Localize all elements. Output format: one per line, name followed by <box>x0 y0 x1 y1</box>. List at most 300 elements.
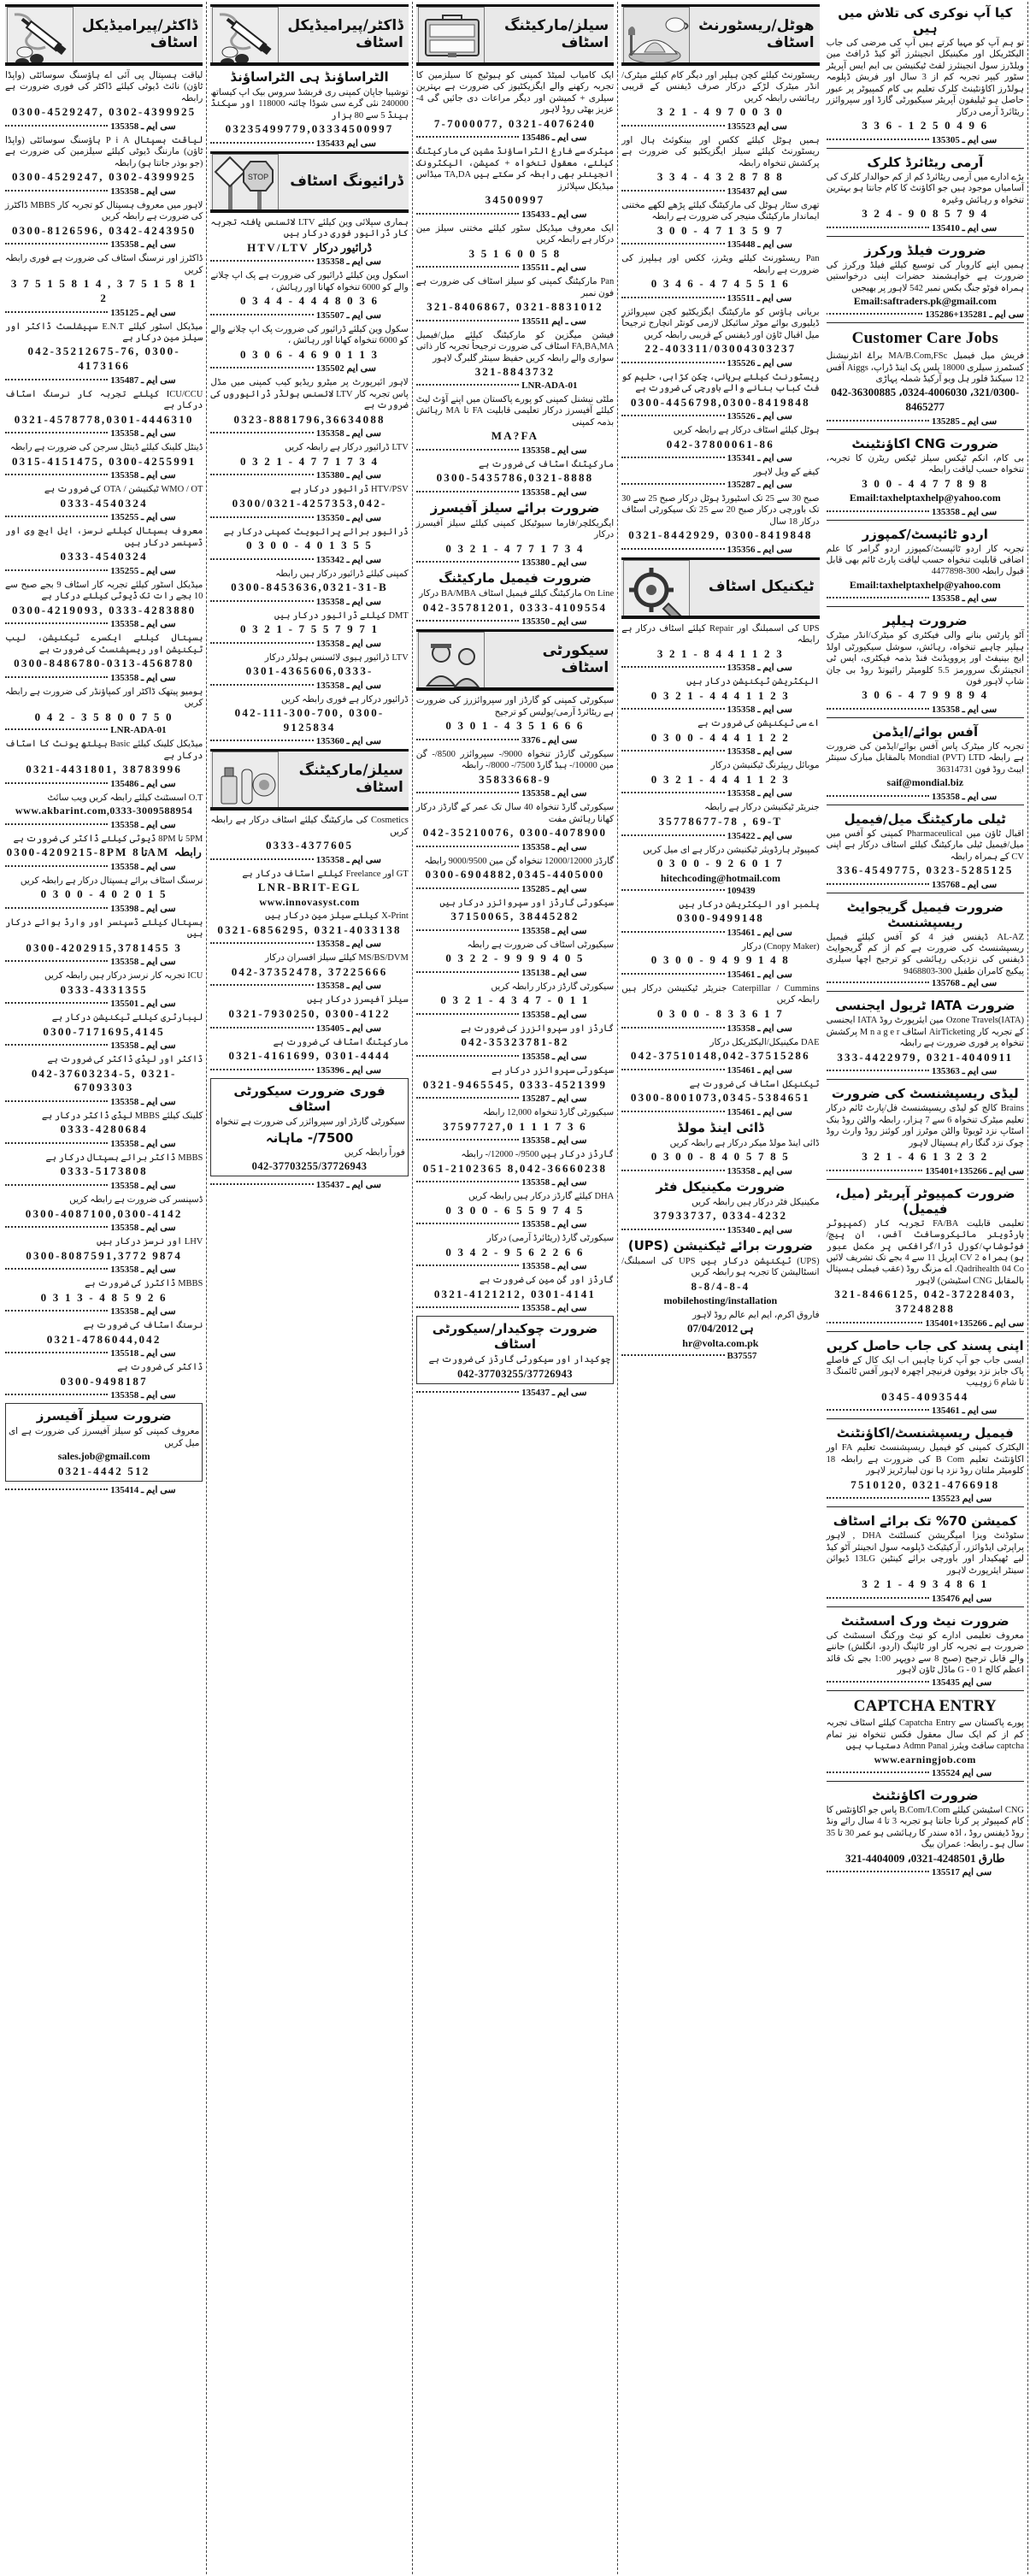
dotted-rule <box>210 432 313 433</box>
ad-reference-code <box>621 746 819 757</box>
ad-phone-number[interactable]: 0 3 2 1 - 4 7 7 1 7 3 4 <box>239 454 380 468</box>
ad-phone-number[interactable]: 321-8843732 <box>474 365 556 379</box>
ad-item <box>827 1422 1024 1492</box>
ad-reference-code <box>5 1040 203 1051</box>
column-jobs-general <box>823 2 1028 2574</box>
ad-item <box>5 388 203 427</box>
ad-phone-number[interactable]: 3 0 6 - 4 7 9 9 8 9 4 <box>862 688 989 702</box>
ad-reference-text: سی ایم ـ 135358 <box>931 593 998 604</box>
ad-reference-code <box>210 427 408 439</box>
ad-phone-number[interactable]: HTV/LTV ڈرائیور درکار <box>247 240 373 254</box>
ad-body-text: سیکورٹی گارڈز اور سپروائزر کی ضرورت ہے تنخواہ <box>215 1117 405 1127</box>
ad-phone-number[interactable]: 0300-4209215-8PM تا 8AM رابطہ <box>6 845 202 858</box>
ad-phone-number[interactable]: 0300-6904882,0345-4405000 <box>425 868 605 881</box>
ad-salary-amount: 7500/- ماہانہ <box>265 1130 354 1147</box>
ad-reference-code <box>5 121 203 132</box>
ad-reference-code <box>621 452 819 463</box>
ad-reference-text: سی ایم ـ 135410 <box>931 222 998 233</box>
ad-body-text: سٹوڈنٹ ویزا امیگریشن کنسلٹنٹ DHA , لاہور پراپرٹی ایڈوائزر، آرکیٹیکٹ ڈپلومہ سول انجینئر آٹو کیڈ لیے ٹھیکیدار اور باورچی برائے کینٹین 13LG ڈیوائن سینٹر ایئرپورٹ لاہور <box>826 1531 1024 1576</box>
ad-phone-number[interactable]: 0333-4377605 <box>265 839 354 852</box>
ad-reference-text: سی ایم ـ 135358 <box>315 981 381 992</box>
ad-phone-number[interactable]: 37597727,0 1 1 1 7 3 6 <box>443 1119 587 1133</box>
ad-divider <box>827 1506 1024 1507</box>
dotted-rule <box>621 297 724 298</box>
ad-body-text: اقبال ٹاؤن میں Pharmaceulical کمپنی کو آفس میں میل/فیمیل ٹیلی مارکیٹنگ کیلئے اسٹاف درکار ہے اپنی CV کے ہمراہ رابطہ <box>826 828 1024 862</box>
ad-phone-number[interactable]: 0 3 4 2 - 9 5 6 2 2 6 6 <box>445 1245 585 1259</box>
ad-phone-number[interactable]: 3 2 1 - 4 9 7 0 0 3 0 <box>656 105 784 119</box>
ad-body-text: O.T اسسٹنٹ کیلئے رابطہ کریں ویب سائٹ <box>47 793 203 803</box>
ad-phone-number[interactable]: 042-36300885 ،0324-4006030 ،321/0300-8465277 <box>831 386 1020 414</box>
ad-reference-text: سی ایم ـ 135358 <box>315 596 381 607</box>
ad-reference-text: سی ایم ـ 135358 <box>315 854 381 865</box>
ad-body-text: GT اور Freelance کیلئے اسٹاف درکار ہے <box>242 869 409 879</box>
ad-item <box>210 441 408 469</box>
ad-body-text: DAE مکینیکل/الیکٹریکل درکار <box>709 1037 820 1047</box>
ad-phone-number[interactable]: 3 2 4 - 9 0 8 5 7 9 4 <box>862 207 989 220</box>
ad-phone-number[interactable]: 0321-4442 512 <box>57 1464 150 1477</box>
ad-body-text: گارڈز اور گن مین کی ضرورت ہے <box>479 1276 615 1286</box>
dotted-rule <box>5 1044 108 1046</box>
ad-item <box>210 376 408 427</box>
ad-reference-text: سی ایم ـ 135358 <box>110 1181 176 1192</box>
ad-phone-number[interactable]: 0300-4529247, 0302-4399925 <box>11 105 197 119</box>
ad-reference-code <box>5 307 203 318</box>
ad-phone-number[interactable]: 0321-6856295, 0321-4033138 <box>217 923 402 936</box>
ad-item <box>416 275 614 315</box>
ad-phone-number[interactable]: 0321-4786044,042 <box>46 1332 162 1346</box>
ad-phone-number[interactable]: 042-37703255/37726943 <box>457 1367 573 1380</box>
ad-reference-text: سی ایم ـ 135358 <box>110 861 176 872</box>
dotted-rule <box>827 420 929 421</box>
ad-subheading: اپنی پسند کی جاب حاصل کریں <box>826 1337 1024 1353</box>
ad-phone-number[interactable]: 3 5 1 6 0 0 5 8 <box>468 246 562 260</box>
ad-email-address[interactable]: hitechcoding@hotmail.com <box>660 871 780 884</box>
ad-reference-text: سی ایم 135517 <box>931 1867 992 1878</box>
ad-body-text: مکینیکل فٹر درکار ہیں رابطہ کریں <box>692 1197 820 1207</box>
ad-phone-number[interactable]: 321-8466125, 042-37228403, 37248288 <box>834 1288 1016 1315</box>
ad-reference-text: B37557 <box>727 1351 757 1362</box>
ad-body-text: فیشن میگزین کو مارکیٹنگ کیلئے میل/فیمیل FA,BA,MA اسٹاف کی ضرورت ترجیحاً تجربہ کار ذاتی سواری والے رابطہ کریں حفیظ سینٹر گلبرگ لاہور <box>415 330 615 363</box>
ad-phone-number[interactable]: 0300-4202915,3781455 3 <box>26 940 183 954</box>
ad-reference-code <box>5 819 203 830</box>
ad-reference-text: سی ایم ـ 135358 <box>110 819 176 830</box>
ad-reference-code <box>5 778 203 789</box>
ad-phone-number[interactable]: 07/04/2012 ہی <box>687 1322 754 1335</box>
ad-item <box>5 1152 203 1179</box>
ad-phone-number[interactable]: 0 3 2 2 - 9 9 9 9 4 0 5 <box>445 952 585 965</box>
ad-item <box>416 1148 614 1176</box>
ad-body-text: LHV اور نرسز درکار ہیں <box>96 1237 203 1247</box>
ad-body-text: Pan مارکیٹنگ کمپنی کو سیلز اسٹاف کی ضرورت ہے فون نمبر <box>415 277 615 298</box>
ad-phone-number[interactable]: 0 3 0 1 - 4 3 5 1 6 6 6 <box>445 719 585 733</box>
ad-phone-number[interactable]: 0 3 0 0 - 4 0 1 3 5 5 <box>246 538 374 551</box>
ad-reference-code <box>416 787 614 799</box>
ad-reference-code <box>621 292 819 304</box>
dotted-rule <box>621 362 724 363</box>
ad-phone-number[interactable]: 0300-8087591,3772 9874 <box>26 1248 183 1262</box>
ad-body-text: ICU/CCU کیلئے تجربہ کار نرسنگ اسٹاف درکار ہے <box>4 389 203 411</box>
ad-item <box>621 199 819 239</box>
ad-reference-code <box>416 262 614 273</box>
ad-phone-number[interactable]: 3 0 0 - 4 7 1 3 5 9 7 <box>656 223 784 237</box>
ad-email-address[interactable]: sales.job@gmail.com <box>57 1450 150 1463</box>
ad-divider <box>827 1418 1024 1419</box>
ad-item <box>621 252 819 292</box>
dotted-rule <box>621 792 724 793</box>
ad-item <box>621 1078 819 1105</box>
ad-phone-number[interactable]: 336-4549775, 0323-5285125 <box>836 863 1014 876</box>
ad-phone-number[interactable]: 0321-7930250, 0300-4122 <box>228 1006 391 1020</box>
ad-phone-number[interactable]: 0333-4540324 <box>60 496 148 510</box>
ad-body-text: فاروق اکرم، ایم ایم عالم روڈ لاہور <box>692 1310 820 1320</box>
ad-phone-number[interactable]: 8-8/4-8-4 <box>691 1279 750 1293</box>
ad-phone-number[interactable]: 37150065, 38445282 <box>450 910 580 923</box>
ad-reference-text: سی ایم ـ 135422 <box>727 830 792 841</box>
ad-website-url[interactable]: www.earningjob.com <box>874 1753 977 1765</box>
ad-item <box>210 693 408 735</box>
dotted-rule <box>5 907 108 909</box>
ad-phone-number[interactable]: 35778677-78 , 69-T <box>658 814 783 828</box>
dotted-rule <box>416 887 519 889</box>
ad-phone-number[interactable]: 042-37603234-5, 0321-67093303 <box>31 1066 177 1094</box>
ad-email-address[interactable]: Email:taxhelptaxhelp@yahoo.com <box>849 578 1001 591</box>
security-guards-icon <box>418 632 485 691</box>
ad-body-text: MS/BS/DVM کیلئے سیلز افسران درکار <box>264 953 409 964</box>
briefcase-icon <box>418 7 485 66</box>
ad-reference-text: سی ایم ـ 135358 <box>521 1135 587 1147</box>
ad-phone-number[interactable]: 0321-4121212, 0301-4141 <box>433 1287 597 1300</box>
ad-reference-code <box>621 544 819 555</box>
ad-item <box>621 69 819 120</box>
ad-item <box>621 1255 819 1308</box>
ad-phone-number[interactable]: 0333-5173808 <box>60 1164 148 1178</box>
ad-phone-number[interactable]: 0300-4529247, 0302-4399925 <box>11 170 197 184</box>
ad-phone-number[interactable]: 0 3 2 1 - 7 5 5 7 9 7 1 <box>239 622 380 636</box>
ad-email-address[interactable]: Email:saftraders.pk@gmail.com <box>853 294 997 307</box>
ad-body-text: مارکیٹنگ اسٹاف کی ضرورت ہے <box>273 1037 409 1047</box>
ad-reference-text: LNR-ADA-01 <box>521 380 578 391</box>
ad-reference-code <box>5 1389 203 1400</box>
ad-phone-number[interactable]: 0300-7171695,4145 <box>43 1024 165 1038</box>
ad-phone-number[interactable]: 042-111-300-700, 0300-9125834 <box>234 706 385 734</box>
column-doctor-driving <box>206 2 411 2574</box>
ad-phone-number[interactable]: 0 3 0 0 - 8 3 3 6 1 7 <box>656 1006 784 1020</box>
ad-phone-number[interactable]: 0300-9499148 <box>676 911 764 925</box>
ad-reference-code <box>210 256 408 267</box>
dotted-rule <box>210 474 313 475</box>
ad-reference-code <box>827 506 1024 517</box>
ad-reference-text: سی ایم 135476 <box>931 1593 992 1604</box>
ad-email-address[interactable]: hr@volta.com.pk <box>682 1336 759 1349</box>
ad-phone-number[interactable]: 3 3 4 - 4 3 2 8 7 8 8 <box>656 170 784 184</box>
ad-body-text: گارڈز 12000/12000 تنخواہ گن مین 9000/9500 رابطہ <box>424 856 615 866</box>
ad-item <box>416 393 614 444</box>
ad-item <box>210 216 408 256</box>
ad-divider <box>827 236 1024 237</box>
ad-phone-number[interactable]: 7-7000077, 0321-4076240 <box>433 116 597 130</box>
ad-phone-number[interactable]: 34500997 <box>485 193 545 207</box>
ad-phone-number[interactable]: 0 3 2 1 - 4 3 4 7 - 0 1 1 <box>440 993 590 1007</box>
ad-reference-text: 109439 <box>727 885 756 896</box>
ad-phone-number[interactable]: 0 3 0 0 - 8 4 0 5 7 8 5 <box>650 1150 790 1164</box>
ad-body-text: ایک کامیاب لمیٹڈ کمپنی کو ہیوٹیج کا سیلزمین کا تجربہ رکھنے والے ایگزیکٹیوز کی ضرورت ہے بہترین سیلری + کمیشن اور دیگر مراعات دی جائیں گی 4-عزیز بھٹی روڈ لاہور <box>415 71 615 115</box>
section-subheading: ضرورت فیمیل مارکیٹنگ <box>438 570 592 587</box>
ad-reference-code <box>416 883 614 894</box>
ad-phone-number[interactable]: 0321-8442929, 0300-8419848 <box>628 528 813 542</box>
dotted-rule <box>5 960 108 962</box>
ad-phone-number[interactable]: 0323-8881796,36634088 <box>233 412 386 426</box>
ad-phone-number[interactable]: 0 3 0 0 - 9 4 9 9 1 4 8 <box>650 953 790 967</box>
ad-phone-number[interactable]: 0300-8001073,0345-5384651 <box>630 1091 810 1105</box>
ad-phone-number[interactable]: 0345-4093544 <box>881 1389 969 1403</box>
syringe-pills-icon <box>212 7 279 66</box>
ad-phone-number[interactable]: 042-37800061-86 <box>666 437 774 451</box>
ad-body-text-2: فوراً رابطہ کریں <box>344 1148 405 1158</box>
ad-phone-number[interactable]: 0300-8126596, 0342-4243950 <box>11 223 197 237</box>
ad-item <box>827 808 1024 878</box>
ad-phone-number[interactable]: 0300-4087100,0300-4142 <box>25 1206 183 1220</box>
dotted-rule <box>416 1223 519 1224</box>
ad-phone-number[interactable]: 042-37352478, 37225666 <box>231 964 388 978</box>
ad-body-text: ہماری سپلائی وین کیلئے LTV لائسنس یافتہ تجربہ کار ڈرائیور فوری درکار ہیں <box>210 217 409 239</box>
ad-phone-number[interactable]: 042-35781201, 0333-4109554 <box>422 600 608 614</box>
ad-body-text: آٹو پارٹس بنانے والی فیکٹری کو میٹرک/انڈر میٹرک ہیلپر چاہیے تنخواہ، رہائش، سوشل سیکیورٹی اولڈ ایج بینیفٹ اور پروویڈنٹ فنڈ بذمہ فیکٹری، ایس ٹی انجینئرنگ سرورمز 5.5 کلومیٹر رائیونڈ روڈ بی جان شاپ لاہور فون <box>826 631 1025 687</box>
ad-phone-number[interactable]: 0 3 2 1 - 4 7 7 1 7 3 4 <box>445 541 585 555</box>
ad-item <box>5 1053 203 1095</box>
ad-subheading: آفس بوائے/ایڈمن <box>872 724 979 740</box>
ad-email-address[interactable]: mobilehosting/installation <box>663 1294 778 1307</box>
dotted-rule <box>621 548 724 550</box>
ad-item <box>416 329 614 380</box>
section-subheading: الٹراساؤنڈ ہی الٹراساؤنڈ <box>230 69 389 85</box>
ad-reference-code <box>621 969 819 980</box>
ad-phone-number[interactable]: 0 3 0 0 - 9 2 6 0 1 7 <box>656 856 784 869</box>
ad-phone-number[interactable]: 321-8406867, 0321-8831012 <box>427 300 603 314</box>
ad-phone-number[interactable]: 3 2 1 - 4 9 3 4 8 6 1 <box>862 1577 989 1591</box>
ad-body-text: تعلیمی قابلیت FA/BA تجربہ کار (کمپیوٹر ہارڈویئر مائیکروسافٹ آفس، ان پیج/فوٹوشاپ/کورل ڈرا/گرافکس پر مکمل عبور ہو) ہمراہ CV 2 اپریل 11 سے 4 بجے تک تشریف لائیں Qadrihealth 04 Co. اے مزنگ روڈ (عقب فیملی ہسپتال بالمقابل CNG اسٹیشن) لاہور <box>826 1218 1024 1286</box>
dotted-rule <box>210 1027 313 1029</box>
ad-phone-number[interactable]: 0 3 0 0 - 4 0 2 0 1 5 <box>40 887 168 901</box>
ad-phone-number[interactable]: 3 3 6 - 1 2 5 0 4 9 6 <box>862 119 989 133</box>
dotted-rule <box>5 1226 108 1228</box>
ad-reference-text: سی ایم ـ 135340 <box>727 1224 792 1235</box>
ad-phone-number[interactable]: 03235499779,03334500997 <box>225 122 394 136</box>
ad-reference-text: سی ایم ـ 135358 <box>727 1023 792 1034</box>
ad-phone-number[interactable]: 042-37510148,042-37515286 <box>630 1048 810 1062</box>
ad-reference-code <box>416 616 614 627</box>
ad-phone-number[interactable]: 0 3 1 3 - 4 8 5 9 2 6 <box>40 1290 168 1304</box>
hotel-dining-icon <box>623 7 690 66</box>
ad-item <box>827 896 1024 978</box>
ad-phone-number[interactable]: 3 0 0 - 4 4 7 7 8 9 8 <box>862 476 989 490</box>
ad-subheading: کمیشن 70% تک برائے اسٹاف <box>833 1513 1017 1530</box>
ad-phone-number[interactable]: 3 7 5 1 5 8 1 4 , 3 7 5 1 5 8 1 2 <box>10 277 197 304</box>
ad-phone-number[interactable]: 0321-4161699, 0301-4444 <box>228 1048 391 1062</box>
ad-phone-number[interactable]: 042-35212675-76, 0300-4173166 <box>27 345 180 372</box>
ad-reference-code <box>5 618 203 629</box>
ad-item <box>621 717 819 745</box>
dotted-rule <box>827 1322 923 1323</box>
ad-phone-number[interactable]: 051-2102365 8,042-36660238 <box>422 1161 608 1175</box>
ad-body-text: UPS کی اسمبلنگ اور Repair کیلئے اسٹاف درکار ہے رابطہ <box>621 623 820 645</box>
ad-phone-number[interactable]: 37933737, 0334-4232 <box>653 1209 788 1223</box>
ad-reference-code <box>416 209 614 220</box>
ad-phone-number[interactable]: 0 3 2 1 - 4 4 4 1 1 2 3 <box>650 772 790 786</box>
ad-phone-number[interactable]: 3 2 1 - 4 6 1 3 2 3 2 <box>862 1150 989 1164</box>
ad-item <box>621 466 819 478</box>
ad-website-url[interactable]: www.innovasyst.com <box>259 896 360 908</box>
ad-item <box>5 1011 203 1039</box>
ad-phone-number[interactable]: 3 2 1 - 8 4 4 1 1 2 3 <box>656 646 784 660</box>
ad-reference-code <box>210 638 408 649</box>
ad-reference-text: سی ایم 135437 <box>727 186 787 197</box>
ad-phone-number[interactable]: 0 3 4 4 - 4 4 4 8 0 3 6 <box>239 294 380 308</box>
ad-item <box>5 1110 203 1137</box>
ad-item <box>416 855 614 882</box>
ad-reference-code <box>416 734 614 746</box>
ad-reference-text: سی ایم ـ 135363 <box>931 1066 998 1077</box>
ad-phone-number[interactable]: 0333-4280684 <box>60 1123 148 1136</box>
dotted-rule <box>210 367 313 368</box>
ad-item <box>416 801 614 840</box>
ad-email-address[interactable]: Email:taxhelptaxhelp@yahoo.com <box>849 492 1001 504</box>
ad-body-text: ملٹی نیشنل کمپنی کو پورے پاکستان میں اپنے آؤٹ لیٹ کیلئے آفیسرز درکار تعلیمی قابلیت FA تا MA رہائش بذمہ کمپنی <box>415 394 615 427</box>
dotted-rule <box>5 1488 108 1490</box>
ad-phone-number[interactable]: 0300-8453636,0321-31-B <box>231 581 388 593</box>
ad-item <box>210 1036 408 1064</box>
ad-phone-number[interactable]: 0333-4540324 <box>60 550 148 563</box>
ad-phone-number[interactable]: 0321-4431801, 38783996 <box>26 763 183 776</box>
ad-phone-number[interactable]: 0 3 0 6 - 4 6 9 0 1 1 3 <box>239 347 380 361</box>
ad-phone-number[interactable]: 0 3 2 1 - 4 4 4 1 1 2 3 <box>650 688 790 702</box>
ad-reference-text: سی ایم ـ 135380 <box>521 557 587 569</box>
ad-reference-code <box>621 410 819 421</box>
ad-body-text: MBBS ڈاکٹرز کی ضرورت ہے <box>85 1279 203 1289</box>
ad-item <box>621 1137 819 1164</box>
ad-phone-number[interactable]: 0300-5435786,0321-8888 <box>436 471 594 485</box>
ad-body-text: (Cnopy Maker) درکار <box>741 941 820 952</box>
ad-reference-text: سی ایم ـ 135461 <box>727 1064 792 1076</box>
ad-body-text: ڈاکٹرز اور نرسنگ اسٹاف کی ضرورت ہے فوری رابطہ کریں <box>4 254 203 275</box>
ad-phone-number[interactable]: MA?FA <box>491 429 539 442</box>
ad-phone-number[interactable]: 0300-9498187 <box>60 1374 148 1388</box>
ad-body-text: گارڈز درکار ہیں 9500/- 12000/- رابطہ <box>461 1150 615 1160</box>
ad-phone-number[interactable]: 0300-4219093, 0333-4283880 <box>11 603 197 616</box>
ad-email-address[interactable]: saif@mondial.biz <box>886 776 964 789</box>
dotted-rule <box>5 432 108 433</box>
ad-reference-text: سی ایم 135435 <box>931 1677 992 1688</box>
ad-phone-number[interactable]: 0 3 0 0 - 6 5 5 9 7 4 5 <box>445 1203 585 1217</box>
ad-reference-code <box>416 445 614 456</box>
section-header <box>210 151 408 213</box>
ad-phone-number[interactable]: 333-4422979, 0321-4040911 <box>837 1050 1014 1064</box>
dotted-rule <box>5 125 108 127</box>
ad-phone-number[interactable]: 0 3 0 0 - 4 4 4 1 1 2 2 <box>650 730 790 744</box>
ad-item <box>827 1335 1024 1405</box>
ad-reference-text: سی ایم ـ 135358 <box>931 506 998 517</box>
ad-phone-number[interactable]: 0321-4578778,0301-4446310 <box>14 412 194 426</box>
ad-reference-text: سی ایم ـ 135461 <box>727 927 792 938</box>
ad-item <box>5 134 203 185</box>
ad-item <box>210 269 408 309</box>
ad-item <box>827 1510 1024 1591</box>
ad-reference-text: سی ایم ـ 135358 <box>110 1390 176 1401</box>
ad-divider <box>827 1179 1024 1180</box>
dotted-rule <box>621 834 724 836</box>
ad-phone-number[interactable]: 042-35210076, 0300-4078900 <box>422 826 608 840</box>
dotted-rule <box>621 973 724 975</box>
ad-phone-number[interactable]: 0315-4151475, 0300-4255991 <box>11 454 197 468</box>
dotted-rule <box>827 1871 929 1872</box>
ad-reference-text: سی ایم ـ 135358 <box>521 925 587 936</box>
dotted-rule <box>827 1771 929 1773</box>
ad-reference-code <box>5 1180 203 1191</box>
ad-phone-number[interactable]: 0301-4365606,0333- <box>245 664 374 678</box>
ad-reference-text: سی ایم ـ 135358 <box>110 121 176 132</box>
ad-phone-number[interactable]: 0333-4331355 <box>60 982 148 996</box>
ad-phone-number[interactable]: 7510120, 0321-4766918 <box>850 1477 1000 1491</box>
ad-reference-text: سی ایم ـ 135358 <box>110 619 176 630</box>
ad-divider <box>827 1606 1024 1607</box>
dotted-rule <box>210 1183 313 1185</box>
ad-body-text: X-Print کیلئے سیلز مین درکار ہیں <box>265 911 409 922</box>
ad-divider <box>827 1781 1024 1782</box>
ad-reference-text: سی ایم ـ 135342 <box>315 554 381 565</box>
ad-phone-number[interactable]: 22-403311/03004303237 <box>644 342 797 356</box>
dotted-rule <box>416 1264 519 1266</box>
ad-subheading: ضرورت فیلڈ ورکرز <box>863 242 986 258</box>
ad-phone-number[interactable]: 042-35323781-82 <box>461 1035 569 1049</box>
dotted-rule <box>210 1069 313 1070</box>
ad-reference-code <box>827 222 1024 233</box>
ad-phone-number[interactable]: 042-37703255/37726943 <box>251 1160 368 1173</box>
dotted-rule <box>210 558 313 560</box>
ad-body-text: مارکیٹنگ اسٹاف کی ضرورت ہے <box>479 459 615 469</box>
dotted-rule <box>210 942 313 944</box>
ad-phone-number[interactable]: 0300/0321-4257353,042- <box>232 496 387 510</box>
ad-reference-code <box>827 416 1024 427</box>
ad-body-text: ایسی جاب جو آپ کرنا چاہیں اب ایک کال کے فاصلے پاک جابز نزد یوفون فرنیچر اچھرہ لاہور آفس ٹائمنگ 3 تا شام 6 زوہیب <box>826 1355 1024 1388</box>
dotted-rule <box>5 516 108 517</box>
ad-body-text: صبح 30 سے 25 تک اسٹیورڈ ہوٹل درکار صبح 25 سے 30 تک باورچی درکار صبح 20 سے 25 تک سیکورٹی اسٹاف درکار 18 سال <box>621 493 820 527</box>
ad-reference-code <box>621 121 819 132</box>
ad-phone-number[interactable]: 0300-8486780-0313-4568780 <box>14 657 195 670</box>
featured-ad-box <box>416 1316 614 1383</box>
ad-phone-number[interactable]: 0300-4456798,0300-8419848 <box>630 395 810 409</box>
ad-phone-number[interactable]: 0321-9465545, 0333-4521399 <box>422 1077 608 1091</box>
ad-subheading: لیڈی ریسپشنسٹ کی ضرورت <box>831 1086 1019 1102</box>
dotted-rule <box>416 620 519 622</box>
ad-reference-text: سی ایم ـ 135358 <box>727 704 792 716</box>
dotted-rule <box>827 1070 929 1071</box>
ad-phone-number[interactable]: 0 4 2 - 3 5 8 0 0 7 5 0 <box>34 710 174 723</box>
ad-phone-number[interactable]: 35833668-9 <box>479 772 551 786</box>
ad-phone-number[interactable]: 0 3 4 6 - 4 7 4 5 5 1 6 <box>650 277 790 291</box>
dotted-rule <box>210 600 313 602</box>
ad-body-text: ٹیکنیکل اسٹاف کی ضرورت ہے <box>689 1079 820 1089</box>
ad-reference-code <box>416 1218 614 1229</box>
ad-item <box>416 1106 614 1134</box>
dotted-rule <box>621 125 724 127</box>
ad-phone-number[interactable]: 321-4404009 ،0321-4248501 طارق <box>845 1851 1005 1865</box>
ad-reference-text: سی ایم ـ 135433 <box>521 209 587 220</box>
ad-reference-text: سی ایم ـ 135518 <box>110 1348 176 1359</box>
ad-website-url[interactable]: www.akbarint.com,0333-3009588954 <box>15 805 193 817</box>
ad-phone-number[interactable]: LNR-BRIT-EGL <box>257 881 362 894</box>
dotted-rule <box>621 750 724 752</box>
dotted-rule <box>210 642 313 644</box>
ad-body-text: تو ہم آپ کو مہیا کرتے ہیں آپ کی مرضی کی جاب الیکٹریکل اور مکینیکل انجینئرز آٹو کیڈ ڈرافٹ مین ویلڈرز سول انجینئرز لفٹ ٹیکنیشن بی ایم ایس آپریٹر سٹور کیپر تجربہ کم از 3 سال اور فریش ڈپلومہ ہولڈرز اکاؤنٹینٹ کلرک تعلیم بی کام کمپیوٹر پر عبور حاصل ہو ٹیلیفون آپریٹر سیکیورٹی گارڈ اور سپروائزر ریٹائرڈ آرمی درکار <box>826 38 1024 117</box>
